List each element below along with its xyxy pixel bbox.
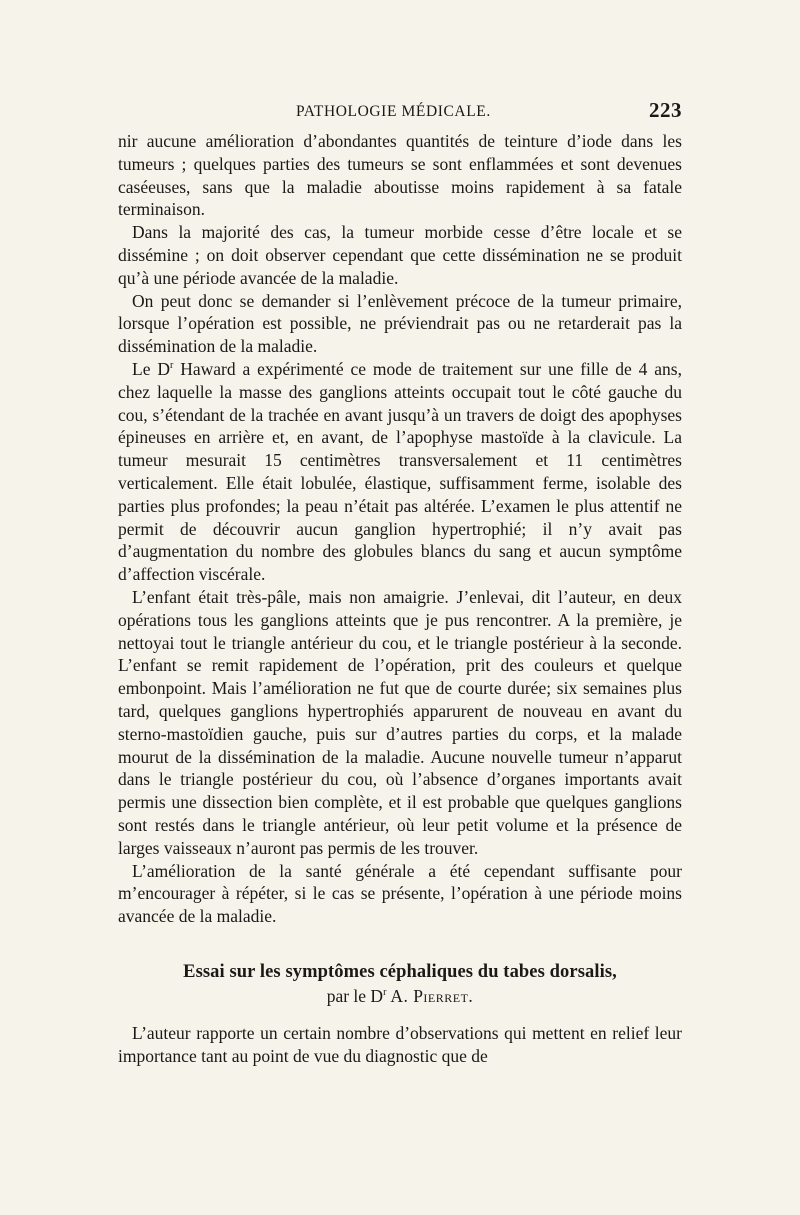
section-author xyxy=(118,984,682,1008)
running-head: PATHOLOGIE MÉDICALE. xyxy=(296,103,491,120)
page-number: 223 xyxy=(649,98,682,122)
page-body xyxy=(118,130,682,1067)
page-header xyxy=(118,99,682,123)
section-title: Essai sur les symptômes céphaliques du tabes dorsalis, xyxy=(183,961,617,982)
doctor-le: Le xyxy=(132,358,158,379)
doctor-d: D xyxy=(157,358,170,379)
author-superscript: r xyxy=(383,987,387,999)
author-d: D xyxy=(370,985,384,1006)
paragraph-case-report-text: Haward a expérimenté ce mode de traitement sur une fille de 4 ans, chez laquelle la masse des ganglions atteints occupait tout le côté gauche du cou, s’étendant de la trachée en avant jusqu’à un travers de doigt des apophyses épineuses en arrière et, en avant, de l’apophyse mastoïde à la clavicule. La tumeur mesurait 15 centimètres transversalement et 11 centimètres verticalement. Elle était lobulée, élastique, suffisamment ferme, isolable des parties plus profondes; la peau n’était pas altérée. L’examen le plus attentif ne permit de découvrir aucun ganglion hypertrophié; il n’y avait pas d’augmentation du nombre des globules blancs du sang et aucun symptôme d’affection viscérale. xyxy=(118,358,682,585)
paragraph-question: On peut donc se demander si l’enlèvement précoce de la tumeur primaire, lorsque l’opération est possible, ne préviendrait pas ou ne retarderait pas la dissémination de la maladie. xyxy=(118,290,682,357)
author-name: A. Pierret. xyxy=(386,985,474,1006)
paragraph-continuation: nir aucune amélioration d’abondantes quantités de teinture d’iode dans les tumeurs ; quelques parties des tumeurs se sont enflammées et sont devenues caséeuses, sans que la maladie aboutisse moins rapidement à sa fatale terminaison. xyxy=(118,131,682,220)
paragraph-operations: L’enfant était très-pâle, mais non amaigrie. J’enlevai, dit l’auteur, en deux opérations tous les ganglions atteints que je pus rencontrer. A la première, je nettoyai tout le triangle antérieur du cou, et le triangle postérieur à la seconde. L’enfant se remit rapidement de l’opération, prit des couleurs et quelque embonpoint. Mais l’amélioration ne fut que de courte durée; six semaines plus tard, quelques ganglions hypertrophiés apparurent de nouveau en avant du sterno-mastoïdien gauche, puis sur d’autres parties du corps, et la malade mourut de la dissémination de la maladie. Aucune nouvelle tumeur n’apparut dans le triangle postérieur du cou, où l’absence d’organes importants avait permis une dissection bien complète, et il est probable que quelques ganglions sont restés dans le triangle antérieur, où leur petit volume et la présence de larges vaisseaux n’auront pas permis de les trouver. xyxy=(118,586,682,858)
paragraph-conclusion: L’amélioration de la santé générale a été cependant suffisante pour m’encourager à répéter, si le cas se présente, l’opération à une période moins avancée de la maladie. xyxy=(118,860,682,927)
doctor-superscript: r xyxy=(169,360,174,372)
paragraph-case-report xyxy=(118,358,682,586)
author-prefix: par le xyxy=(326,985,371,1006)
paragraph-closing: L’auteur rapporte un certain nombre d’observations qui mettent en relief leur importance tant au point de vue du diagnostic que de xyxy=(118,1022,682,1066)
paragraph-dissemination: Dans la majorité des cas, la tumeur morbide cesse d’être locale et se dissémine ; on doit observer cependant que cette dissémination ne se produit qu’à une période avancée de la maladie. xyxy=(118,222,682,288)
